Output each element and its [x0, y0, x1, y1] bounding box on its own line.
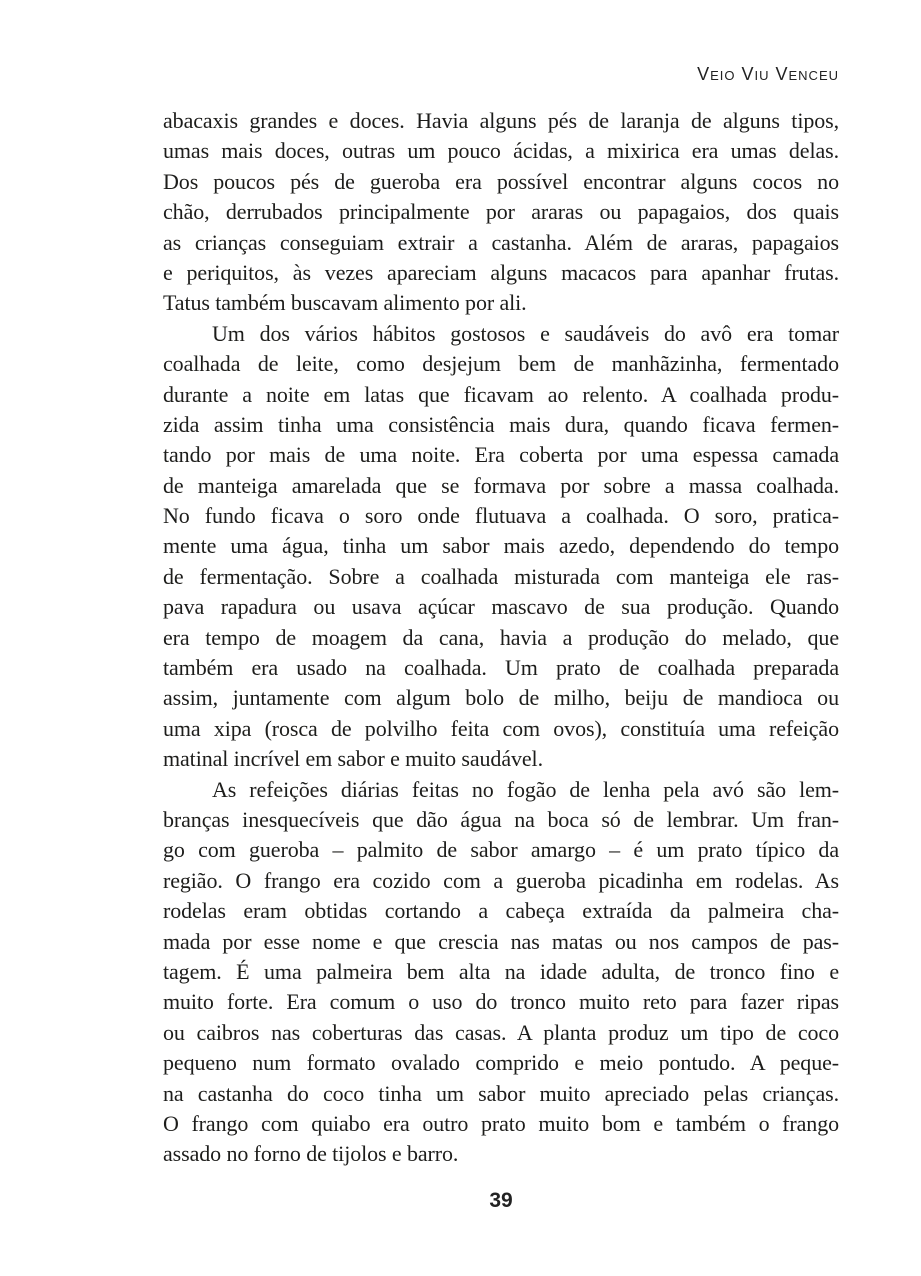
text-line: e periquitos, às vezes apareciam alguns macacos para apanhar frutas.	[163, 259, 839, 285]
text-line: as crianças conseguiam extrair a castanha. Além de araras, papagaios	[163, 229, 839, 255]
text-line: Tatus também buscavam alimento por ali.	[163, 290, 527, 316]
page-number: 39	[489, 1189, 513, 1212]
text-line: go com gueroba – palmito de sabor amargo – é um prato típico da	[163, 837, 839, 863]
running-header: Veio Viu Venceu	[697, 64, 839, 84]
text-line: tando por mais de uma noite. Era coberta por uma espessa camada	[163, 442, 839, 468]
text-line: No fundo ficava o soro onde flutuava a coalhada. O soro, pratica-	[163, 503, 839, 529]
text-line: Um dos vários hábitos gostosos e saudáveis do avô era tomar	[212, 320, 839, 346]
text-line: na castanha do coco tinha um sabor muito apreciado pelas crianças.	[163, 1080, 839, 1106]
text-line: zida assim tinha uma consistência mais dura, quando ficava fermen-	[163, 411, 839, 437]
text-line: assim, juntamente com algum bolo de milho, beiju de mandioca ou	[163, 685, 839, 711]
text-line: ou caibros nas coberturas das casas. A planta produz um tipo de coco	[163, 1019, 839, 1045]
body-text	[163, 106, 839, 1170]
text-line: muito forte. Era comum o uso do tronco muito reto para fazer ripas	[163, 989, 839, 1015]
text-line: também era usado na coalhada. Um prato de coalhada preparada	[163, 655, 839, 681]
text-line: mada por esse nome e que crescia nas matas ou nos campos de pas-	[163, 928, 839, 954]
text-line: pava rapadura ou usava açúcar mascavo de sua produção. Quando	[163, 594, 839, 620]
text-line: pequeno num formato ovalado comprido e meio pontudo. A peque-	[163, 1050, 839, 1076]
text-line: coalhada de leite, como desjejum bem de manhãzinha, fermentado	[163, 351, 839, 377]
text-line: de manteiga amarelada que se formava por sobre a massa coalhada.	[163, 472, 839, 498]
text-line: uma xipa (rosca de polvilho feita com ovos), constituía uma refeição	[163, 715, 839, 741]
text-line: rodelas eram obtidas cortando a cabeça extraída da palmeira cha-	[163, 898, 839, 924]
text-line: branças inesquecíveis que dão água na boca só de lembrar. Um fran-	[163, 806, 839, 832]
text-line: região. O frango era cozido com a gueroba picadinha em rodelas. As	[163, 867, 839, 893]
text-line: durante a noite em latas que ficavam ao relento. A coalhada produ-	[163, 381, 839, 407]
text-line: As refeições diárias feitas no fogão de lenha pela avó são lem-	[212, 776, 839, 802]
text-line: O frango com quiabo era outro prato muito bom e também o frango	[163, 1110, 839, 1136]
text-line: umas mais doces, outras um pouco ácidas, a mixirica era umas delas.	[163, 138, 839, 164]
text-line: Dos poucos pés de gueroba era possível encontrar alguns cocos no	[163, 168, 839, 194]
text-line: matinal incrível em sabor e muito saudável.	[163, 746, 543, 772]
text-line: mente uma água, tinha um sabor mais azedo, dependendo do tempo	[163, 533, 839, 559]
text-line: de fermentação. Sobre a coalhada misturada com manteiga ele ras-	[163, 563, 839, 589]
text-line: assado no forno de tijolos e barro.	[163, 1141, 459, 1167]
text-line: era tempo de moagem da cana, havia a produção do melado, que	[163, 624, 839, 650]
text-line: abacaxis grandes e doces. Havia alguns pés de laranja de alguns tipos,	[163, 108, 839, 133]
text-line: chão, derrubados principalmente por araras ou papagaios, dos quais	[163, 199, 839, 225]
text-line: tagem. É uma palmeira bem alta na idade adulta, de tronco fino e	[163, 958, 839, 984]
